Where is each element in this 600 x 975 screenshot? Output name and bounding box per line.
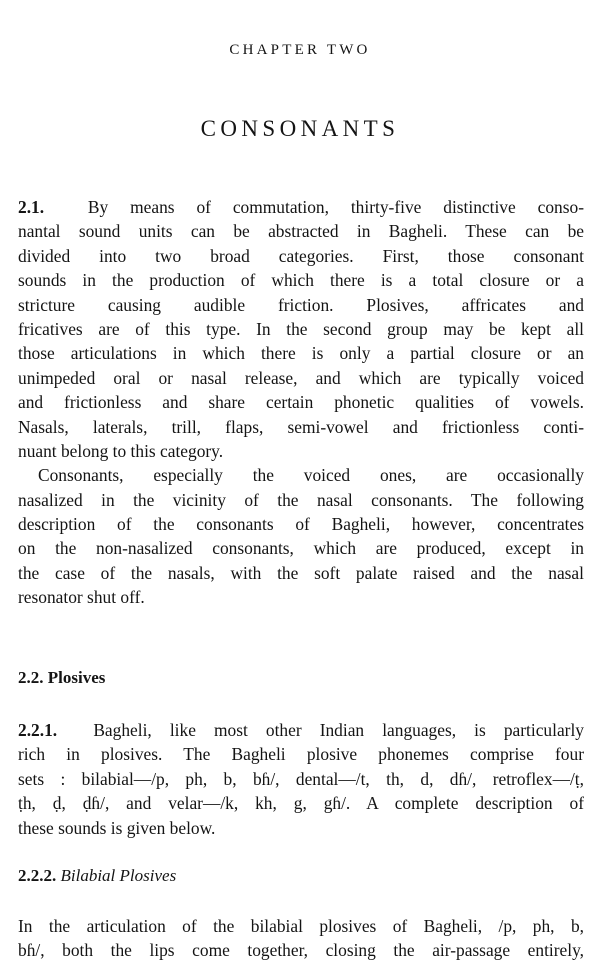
paragraph-line: Nasals, laterals, trill, flaps, semi-vowel and frictionless conti- <box>18 416 584 437</box>
paragraph-line: rich in plosives. The Bagheli plosive phonemes comprise four <box>18 744 584 765</box>
paragraph-line: stricture causing audible friction. Plosives, affricates and <box>18 294 584 315</box>
paragraph-line: In the articulation of the bilabial plosives of Bagheli, /p, ph, b, <box>18 916 584 936</box>
paragraph-line: sets : bilabial—/p, ph, b, bɦ/, dental—/t, th, d, dɦ/, retroflex—/ṭ, <box>18 768 584 789</box>
paragraph-line: and frictionless and share certain phonetic qualities of vowels. <box>18 392 584 413</box>
paragraph-line: fricatives are of this type. In the second group may be kept all <box>18 318 584 339</box>
paragraph-line: description of the consonants of Bagheli, however, concentrates <box>18 514 584 535</box>
paragraph-line: unimpeded oral or nasal release, and which are typically voiced <box>18 367 584 388</box>
section-number: 2.2.2. <box>18 866 57 885</box>
paragraph-line: 2.1. By means of commutation, thirty-five distinctive conso- <box>18 197 584 217</box>
paragraph-line: nantal sound units can be abstracted in Bagheli. These can be <box>18 221 584 242</box>
section-title: Bilabial Plosives <box>60 866 177 885</box>
chapter-label: CHAPTER TWO <box>229 42 371 58</box>
section-2-2-1 <box>18 718 584 840</box>
paragraph-line: nuant belong to this category. <box>18 440 224 461</box>
paragraph-line: on the non-nasalized consonants, which are produced, except in <box>18 538 584 559</box>
paragraph-line: Consonants, especially the voiced ones, are occasionally <box>38 465 584 486</box>
paragraph-line: the case of the nasals, with the soft palate raised and the nasal <box>18 562 584 583</box>
paragraph-line: 2.2.1. Bagheli, like most other Indian languages, is particularly <box>18 720 584 740</box>
section-2-1 <box>18 195 584 610</box>
paragraph-line: nasalized in the vicinity of the nasal consonants. The following <box>18 489 584 510</box>
paragraph-line: divided into two broad categories. First, those consonant <box>18 245 584 266</box>
section-heading-2-2: 2.2. Plosives <box>18 668 106 687</box>
paragraph-line: ṭh, ḍ, ḍɦ/, and velar—/k, kh, g, gɦ/. A complete description of <box>18 793 584 814</box>
paragraph-line: these sounds is given below. <box>18 817 216 838</box>
paragraph-line: sounds in the production of which there is a total closure or a <box>18 270 584 291</box>
chapter-title: CONSONANTS <box>200 116 400 141</box>
section-number: 2.1. <box>18 197 45 217</box>
section-heading-2-2-2 <box>18 866 176 886</box>
section-number: 2.2.1. <box>18 720 58 740</box>
section-2-2-2 <box>18 914 584 963</box>
paragraph-line: those articulations in which there is only a partial closure or an <box>18 343 584 364</box>
paragraph-line: bɦ/, both the lips come together, closing the air-passage entirely, <box>18 940 584 961</box>
paragraph-line: resonator shut off. <box>18 587 145 608</box>
